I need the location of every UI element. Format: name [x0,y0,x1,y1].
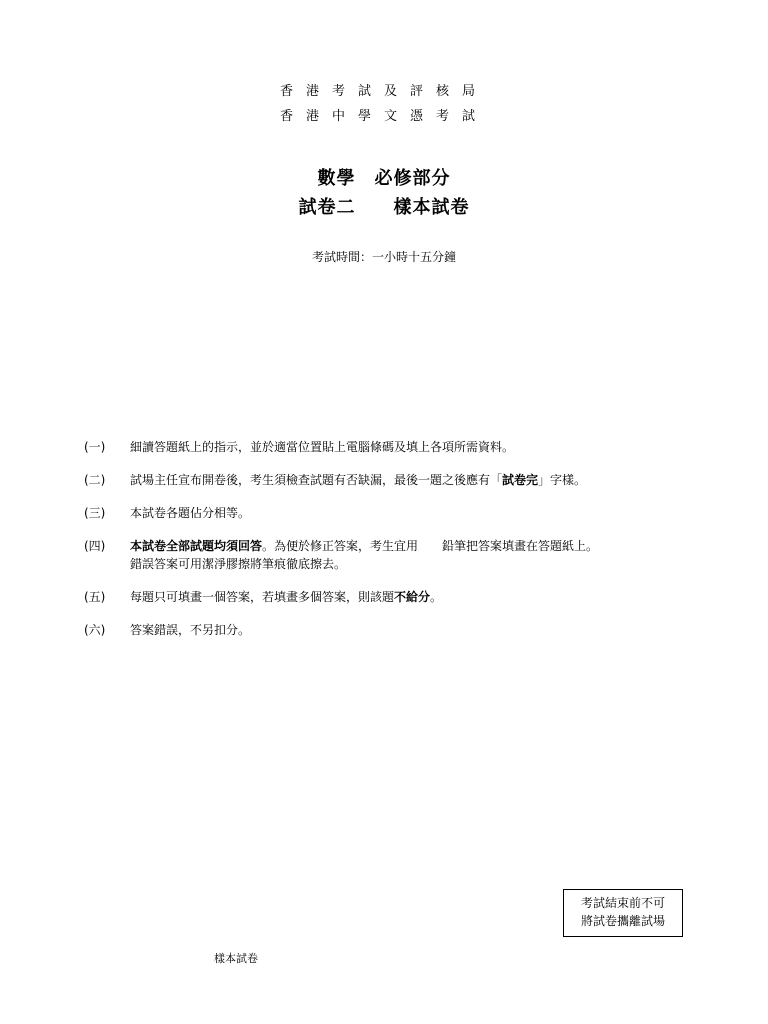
instruction-text: 每題只可填畫一個答案，若填畫多個答案，則該題不給分。 [130,590,443,604]
instruction-text: 本試卷全部試題均須回答。為便於修正答案，考生宜用 鉛筆把答案填畫在答題紙上。 錯誤答案可用潔淨膠擦將筆痕徹底擦去。 [130,539,599,571]
instruction-number: (四) [84,539,106,553]
instruction-number: (六) [84,623,106,637]
notice-line: 將試卷攜離試場 [580,914,665,928]
notice-line: 考試結束前不可 [580,896,665,910]
instruction-text: 細讀答題紙上的指示，並於適當位置貼上電腦條碼及填上各項所需資料。 [130,440,515,454]
instruction-number: (二) [84,473,106,487]
exam-name: 香港中學文憑考試 [279,109,488,124]
page-footer: 樣本試卷 [214,952,258,965]
exam-duration: 考試時間：一小時十五分鐘 [311,250,456,264]
instruction-item [84,537,694,573]
instruction-item [84,621,694,639]
instruction-item [84,588,694,606]
instruction-text: 本試卷各題佔分相等。 [130,506,251,520]
instruction-item [84,438,694,456]
paper-title: 試卷二 樣本試卷 [298,197,470,218]
instruction-number: (五) [84,590,106,604]
subject-title: 數學 必修部分 [317,168,451,189]
instruction-number: (一) [84,440,106,454]
instruction-text: 答案錯誤，不另扣分。 [130,623,251,637]
instructions-list [84,438,694,654]
instruction-number: (三) [84,506,106,520]
instruction-item [84,471,694,489]
notice-box [563,889,683,937]
instruction-text: 試場主任宣布開卷後，考生須檢查試題有否缺漏，最後一題之後應有「試卷完」字樣。 [130,473,587,487]
instruction-item [84,504,694,522]
issuer-name: 香港考試及評核局 [279,84,488,99]
